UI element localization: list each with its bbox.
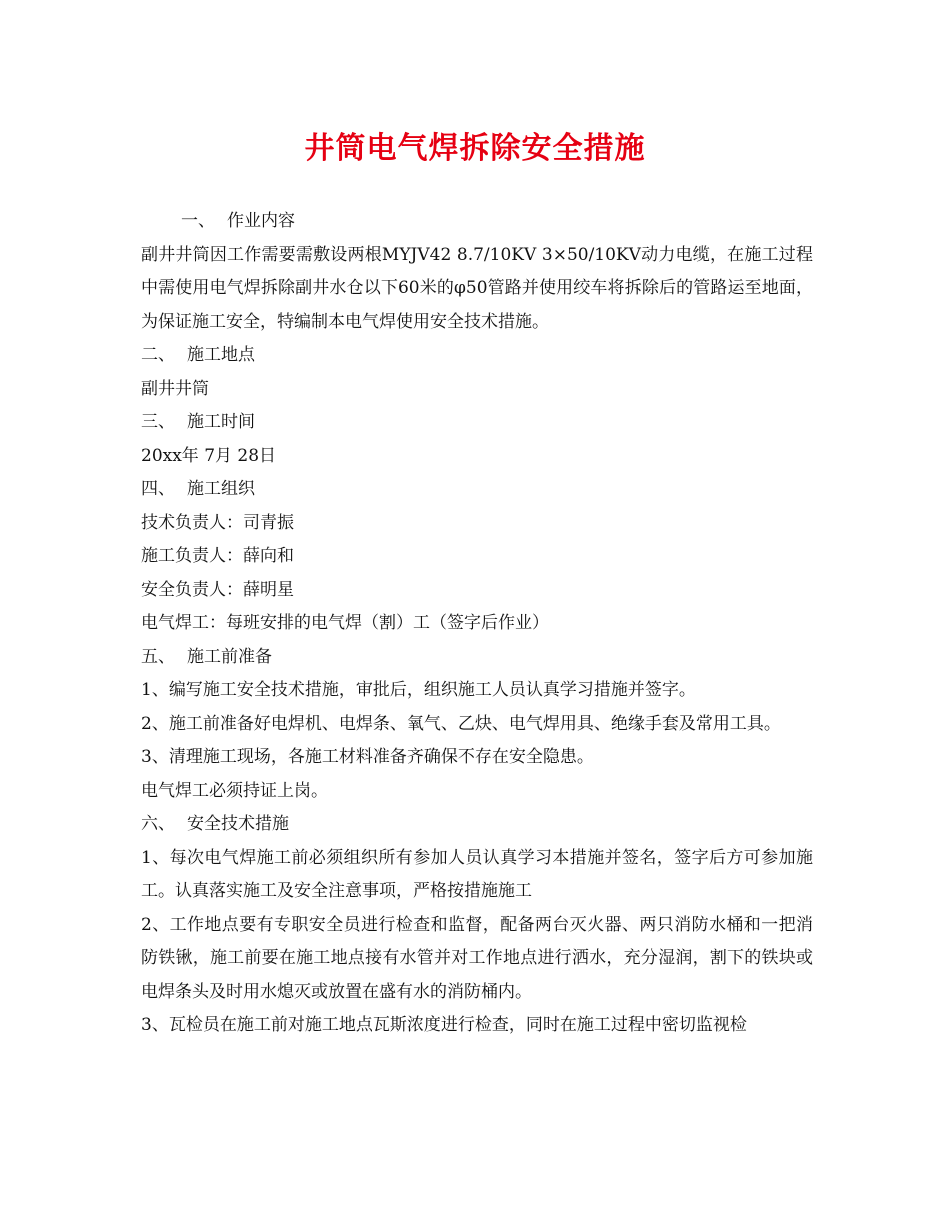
section-number: 四、 (141, 479, 175, 499)
paragraph-work-content: 副井井筒因工作需要需敷设两根MYJV42 8.7/10KV 3×50/10KV动力电缆，在施工过程中需使用电气焊拆除副井水仓以下60米的φ50管路并使用绞车将拆除后的管路运至地面，为保证施工安全，特编制本电气焊使用安全技术措施。 (141, 244, 813, 332)
section-heading-5 (141, 641, 813, 675)
paragraph-date: 20xx年 7月 28日 (141, 445, 277, 466)
org-item-safety-lead: 安全负责人：薛明星 (141, 579, 294, 600)
safety-item-1: 1、每次电气焊施工前必须组织所有参加人员认真学习本措施并签名，签字后方可参加施工。认真落实施工及安全注意事项，严格按措施施工 (141, 847, 813, 901)
org-item-welders: 电气焊工：每班安排的电气焊（割）工（签字后作业） (141, 613, 549, 633)
section-heading-3 (141, 406, 813, 440)
section-heading-1 (141, 205, 813, 239)
section-number: 五、 (141, 646, 175, 667)
section-heading-2 (141, 339, 813, 373)
safety-item-2: 2、工作地点要有专职安全员进行检查和监督，配备两台灭火器、两只消防水桶和一把消防铁锹，施工前要在施工地点接有水管并对工作地点进行洒水，充分湿润，割下的铁块或电焊条头及时用水熄灭或放置在盛有水的消防桶内。 (141, 914, 813, 1002)
safety-item-3: 3、瓦检员在施工前对施工地点瓦斯浓度进行检查，同时在施工过程中密切监视检 (141, 1015, 747, 1035)
org-item-construction-lead: 施工负责人：薛向和 (141, 546, 294, 566)
prep-item-1: 1、编写施工安全技术措施，审批后，组织施工人员认真学习措施并签字。 (141, 680, 696, 700)
section-number: 二、 (141, 345, 175, 365)
section-title: 施工组织 (187, 479, 255, 499)
prep-item-4: 电气焊工必须持证上岗。 (141, 780, 328, 801)
section-number: 六、 (141, 814, 175, 834)
prep-item-2: 2、施工前准备好电焊机、电焊条、氧气、乙炔、电气焊用具、绝缘手套及常用工具。 (141, 713, 781, 734)
section-title: 作业内容 (227, 211, 295, 231)
section-number: 一、 (181, 211, 215, 231)
document-body (141, 205, 813, 1043)
org-item-technical-lead: 技术负责人：司青振 (141, 512, 294, 533)
paragraph-location: 副井井筒 (141, 378, 209, 399)
section-title: 施工时间 (187, 412, 255, 432)
section-number: 三、 (141, 412, 175, 432)
document-title: 井筒电气焊拆除安全措施 (304, 131, 646, 166)
section-title: 施工前准备 (187, 646, 272, 667)
section-heading-4 (141, 473, 813, 507)
prep-item-3: 3、清理施工现场，各施工材料准备齐确保不存在安全隐患。 (141, 747, 594, 767)
section-heading-6 (141, 808, 813, 842)
section-title: 安全技术措施 (187, 814, 289, 834)
section-title: 施工地点 (187, 345, 255, 365)
